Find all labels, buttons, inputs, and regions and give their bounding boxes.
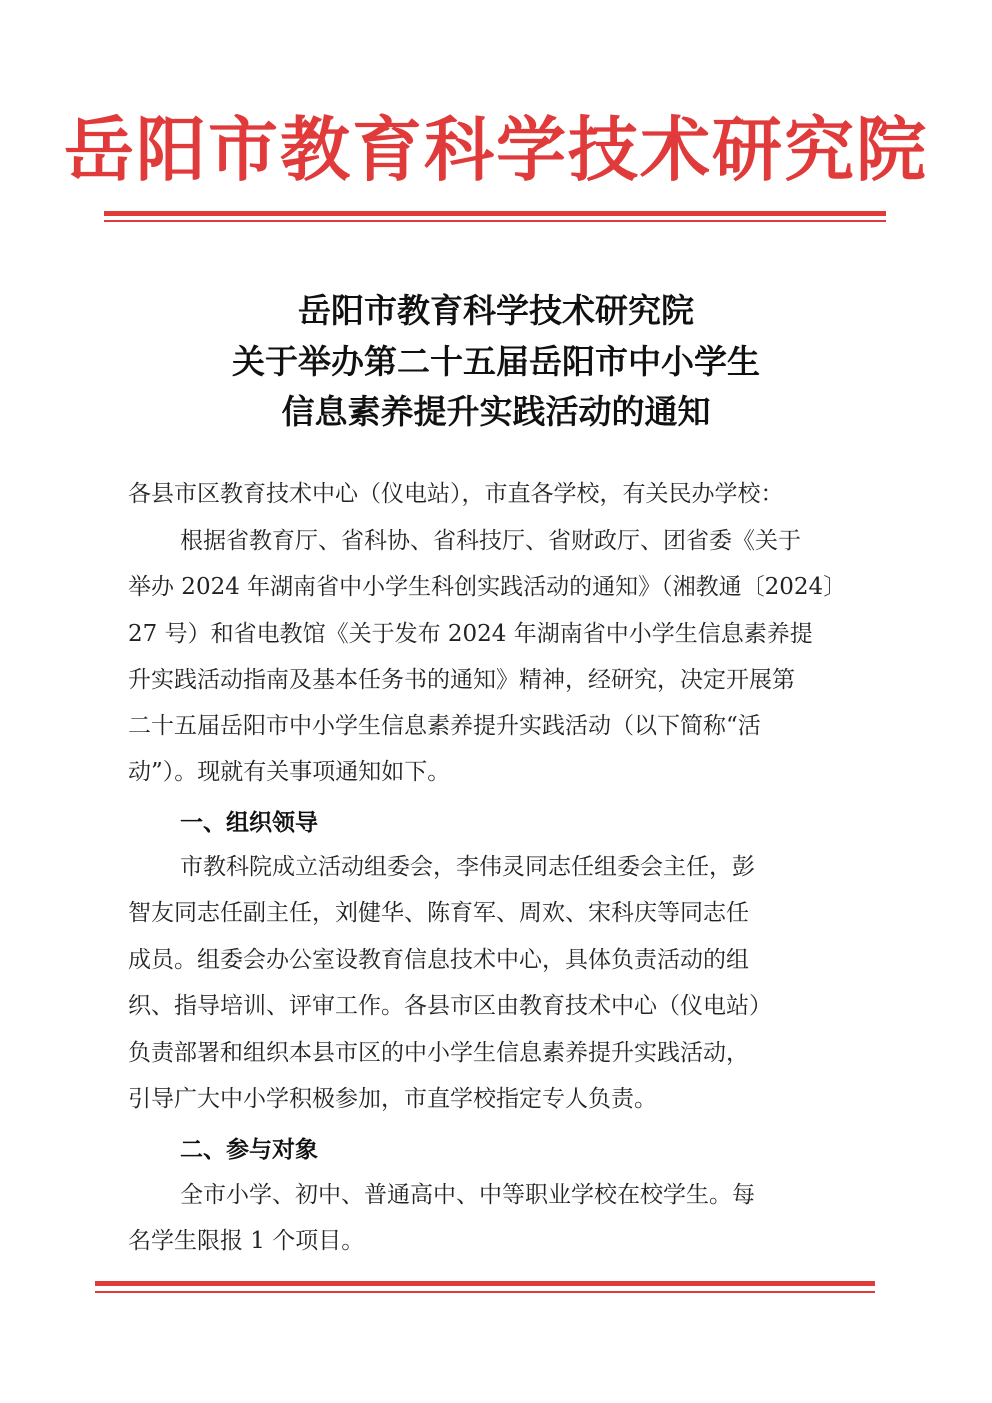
section-heading-organization: 一、组织领导 [180,810,318,836]
section-heading-participants: 二、参与对象 [180,1137,318,1163]
header-red-rule-thick [104,211,886,216]
section1-line-3: 成员。组委会办公室设教育信息技术中心，具体负责活动的组 [128,947,749,973]
intro-line-5: 二十五届岳阳市中小学生信息素养提升实践活动（以下简称“活 [128,713,761,739]
document-title-line-1: 岳阳市教育科学技术研究院 [298,291,694,330]
section1-line-4: 织、指导培训、评审工作。各县市区由教育技术中心（仪电站） [128,993,772,1019]
intro-line-4: 升实践活动指南及基本任务书的通知》精神，经研究，决定开展第 [128,667,795,693]
intro-line-6: 动”）。现就有关事项通知如下。 [128,759,451,785]
masthead-org-name: 岳阳市教育科学技术研究院 [64,108,928,191]
section1-line-6: 引导广大中小学积极参加，市直学校指定专人负责。 [128,1086,657,1112]
salutation: 各县市区教育技术中心（仪电站），市直各学校，有关民办学校： [128,481,784,507]
section2-line-2: 名学生限报 1 个项目。 [128,1228,365,1254]
intro-line-3: 27 号）和省电教馆《关于发布 2024 年湖南省中小学生信息素养提 [128,621,813,647]
header-red-rule-thin [104,220,886,222]
intro-line-2: 举办 2024 年湖南省中小学生科创实践活动的通知》（湘教通〔2024〕 [128,574,847,600]
footer-red-rule-thin [95,1291,875,1293]
section1-line-1: 市教科院成立活动组委会，李伟灵同志任组委会主任，彭 [180,854,755,880]
document-title-line-2: 关于举办第二十五届岳阳市中小学生 [232,342,760,381]
section2-line-1: 全市小学、初中、普通高中、中等职业学校在校学生。每 [180,1182,755,1208]
section1-line-2: 智友同志任副主任，刘健华、陈育军、周欢、宋科庆等同志任 [128,900,749,926]
document-title-line-3: 信息素养提升实践活动的通知 [281,392,711,431]
section1-line-5: 负责部署和组织本县市区的中小学生信息素养提升实践活动， [128,1040,749,1066]
footer-red-rule-thick [95,1281,875,1286]
intro-line-1: 根据省教育厅、省科协、省科技厅、省财政厅、团省委《关于 [180,528,801,554]
